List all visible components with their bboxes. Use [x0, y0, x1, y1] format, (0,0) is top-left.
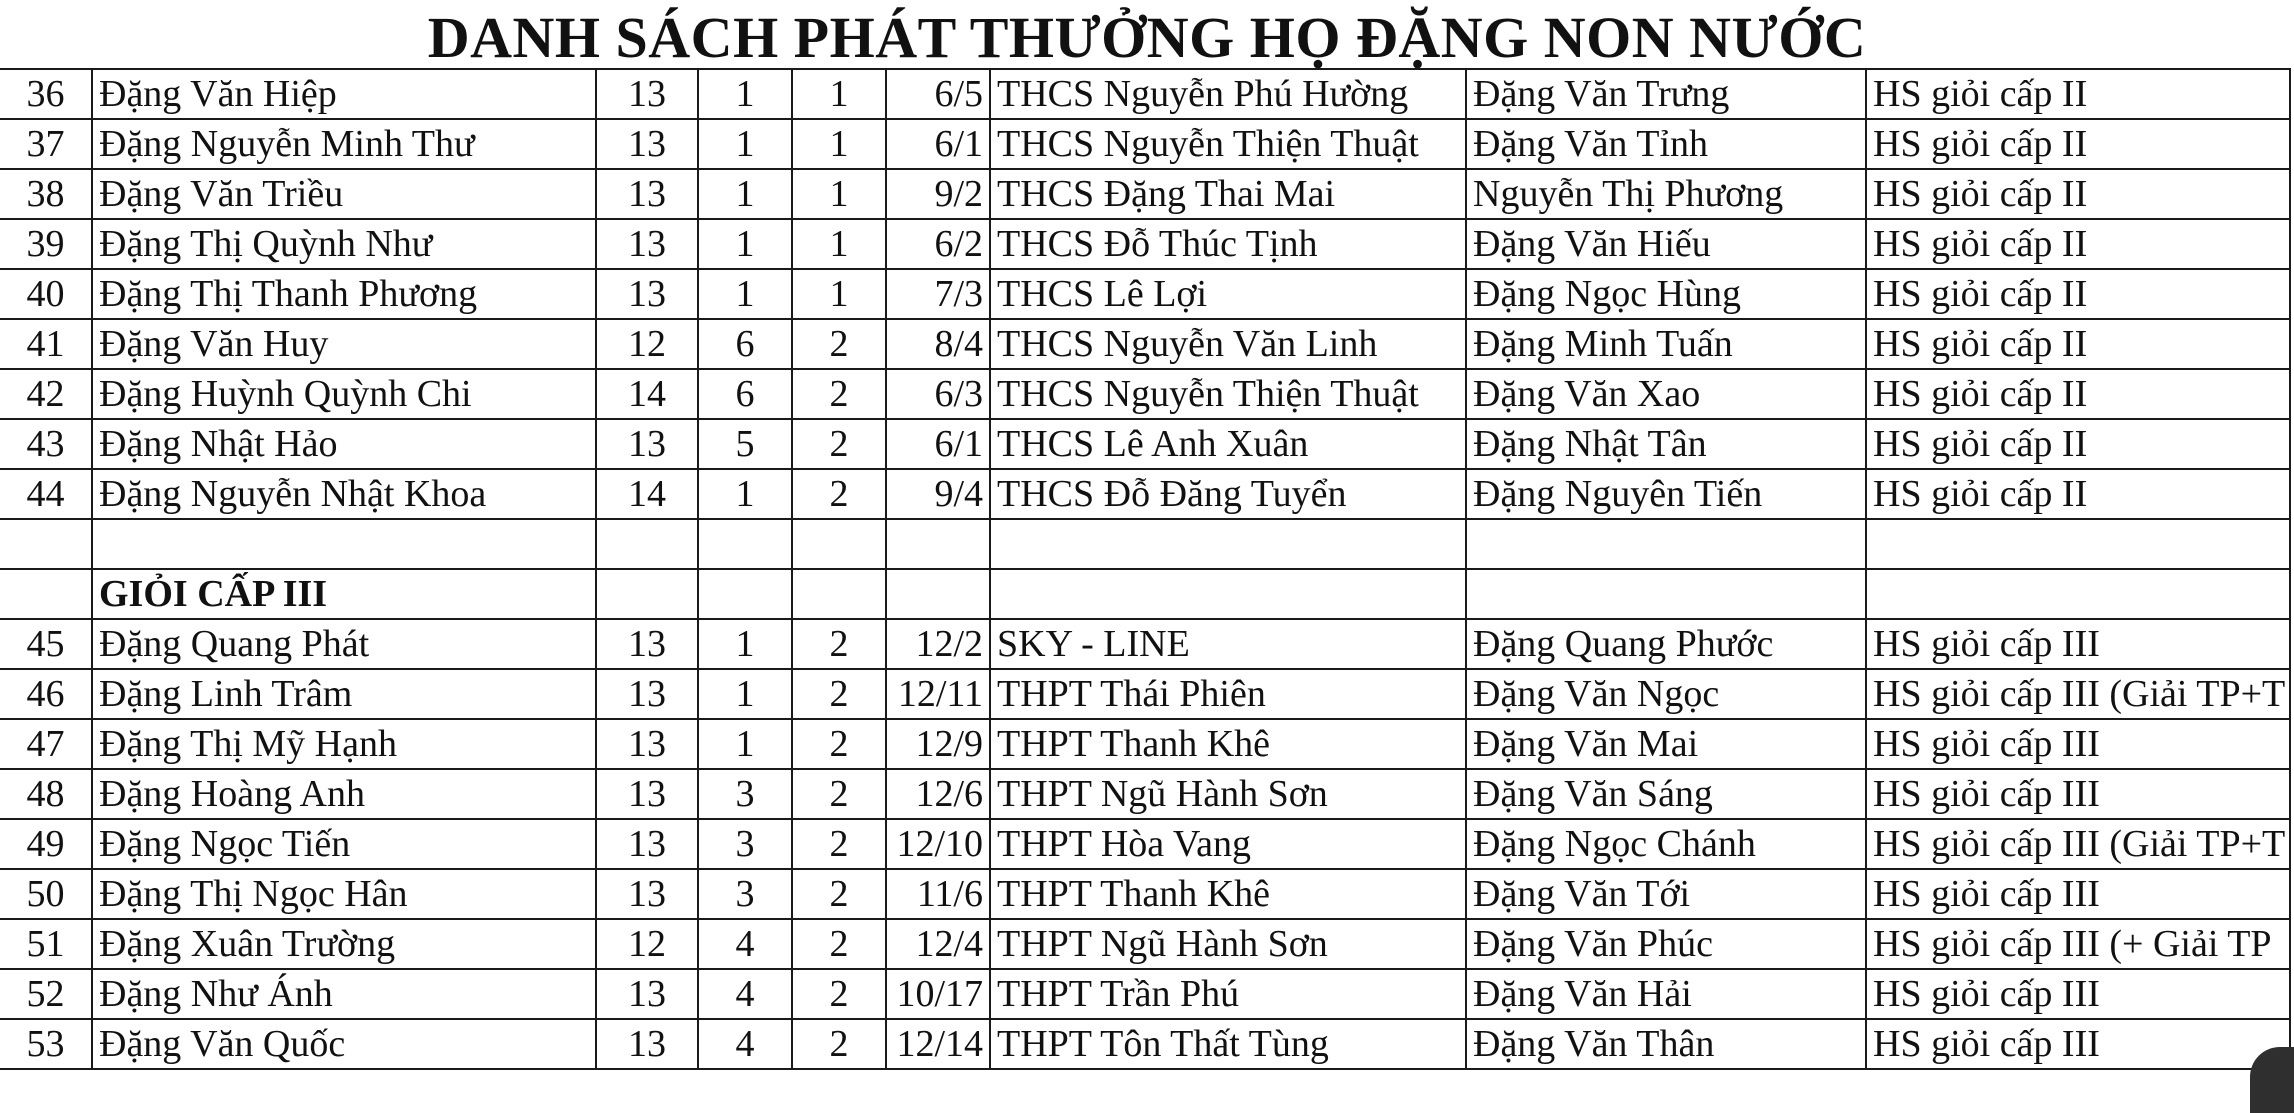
cell-stt: 44 [0, 469, 92, 519]
cell-stt: 36 [0, 69, 92, 119]
cell-col-5: 2 [792, 869, 886, 919]
cell-school: SKY - LINE [990, 619, 1466, 669]
cell-award: HS giỏi cấp II [1866, 169, 2290, 219]
cell-col-3: 13 [596, 69, 698, 119]
cell-col-5: 2 [792, 919, 886, 969]
cell-name: Đặng Nhật Hảo [92, 419, 596, 469]
cell-col-3: 13 [596, 969, 698, 1019]
cell-parent: Đặng Ngọc Hùng [1466, 269, 1866, 319]
cell-stt: 50 [0, 869, 92, 919]
cell-col-4: 1 [698, 269, 792, 319]
cell-col-3: 13 [596, 219, 698, 269]
cell-col-4: 1 [698, 219, 792, 269]
cell-school: THCS Đặng Thai Mai [990, 169, 1466, 219]
table-body [0, 69, 2290, 1069]
cell-name: Đặng Ngọc Tiến [92, 819, 596, 869]
cell-name: Đặng Nguyễn Minh Thư [92, 119, 596, 169]
award-table [0, 68, 2291, 1070]
cell-class: 6/5 [886, 69, 990, 119]
table-row [0, 769, 2290, 819]
cell-school: THCS Nguyễn Thiện Thuật [990, 119, 1466, 169]
cell-col-3: 13 [596, 669, 698, 719]
cell-name: Đặng Thị Quỳnh Như [92, 219, 596, 269]
cell-col-3: 12 [596, 919, 698, 969]
cell-class: 12/4 [886, 919, 990, 969]
cell-award: HS giỏi cấp II [1866, 219, 2290, 269]
cell-parent: Đặng Văn Hải [1466, 969, 1866, 1019]
cell-school: THCS Lê Lợi [990, 269, 1466, 319]
cell-col-3: 13 [596, 869, 698, 919]
cell-col-5 [792, 519, 886, 569]
cell-name: Đặng Thị Thanh Phương [92, 269, 596, 319]
cell-parent: Đặng Văn Phúc [1466, 919, 1866, 969]
cell-stt: 49 [0, 819, 92, 869]
cell-col-5: 1 [792, 219, 886, 269]
cell-col-3 [596, 519, 698, 569]
cell-award [1866, 569, 2290, 619]
cell-award: HS giỏi cấp III (Giải TP+T [1866, 819, 2290, 869]
cell-parent: Đặng Văn Hiếu [1466, 219, 1866, 269]
cell-parent: Đặng Văn Tới [1466, 869, 1866, 919]
cell-stt: 37 [0, 119, 92, 169]
cell-stt: 51 [0, 919, 92, 969]
table-row [0, 119, 2290, 169]
table-row [0, 219, 2290, 269]
cell-col-3: 14 [596, 369, 698, 419]
cell-name: Đặng Văn Huy [92, 319, 596, 369]
cell-award: HS giỏi cấp II [1866, 369, 2290, 419]
cell-col-3: 13 [596, 1019, 698, 1069]
cell-col-3: 13 [596, 169, 698, 219]
cell-class: 12/6 [886, 769, 990, 819]
cell-parent: Đặng Văn Ngọc [1466, 669, 1866, 719]
cell-class: 12/11 [886, 669, 990, 719]
cell-stt: 42 [0, 369, 92, 419]
table-row [0, 469, 2290, 519]
cell-col-3: 13 [596, 819, 698, 869]
cell-col-3: 14 [596, 469, 698, 519]
cell-stt [0, 569, 92, 619]
table-row [0, 419, 2290, 469]
cell-school: THCS Đỗ Đăng Tuyển [990, 469, 1466, 519]
cell-school: THPT Hòa Vang [990, 819, 1466, 869]
cell-class: 11/6 [886, 869, 990, 919]
cell-school: THPT Tôn Thất Tùng [990, 1019, 1466, 1069]
cell-class: 6/1 [886, 419, 990, 469]
award-table-container [0, 68, 2294, 1113]
cell-name: Đặng Văn Hiệp [92, 69, 596, 119]
cell-col-3: 13 [596, 269, 698, 319]
cell-col-3: 13 [596, 419, 698, 469]
cell-name: Đặng Huỳnh Quỳnh Chi [92, 369, 596, 419]
table-row [0, 319, 2290, 369]
cell-school: THPT Thanh Khê [990, 869, 1466, 919]
cell-award [1866, 519, 2290, 569]
cell-col-3 [596, 569, 698, 619]
cell-stt: 47 [0, 719, 92, 769]
cell-col-4: 4 [698, 919, 792, 969]
cell-class: 6/3 [886, 369, 990, 419]
cell-class: 10/17 [886, 969, 990, 1019]
cell-class [886, 569, 990, 619]
cell-col-4: 1 [698, 69, 792, 119]
table-row [0, 669, 2290, 719]
cell-class: 7/3 [886, 269, 990, 319]
table-row [0, 519, 2290, 569]
cell-award: HS giỏi cấp III [1866, 619, 2290, 669]
cell-school: THPT Thanh Khê [990, 719, 1466, 769]
cell-school [990, 519, 1466, 569]
cell-col-5: 2 [792, 1019, 886, 1069]
cell-award: HS giỏi cấp III (Giải TP+T [1866, 669, 2290, 719]
cell-award: HS giỏi cấp III [1866, 969, 2290, 1019]
cell-stt: 41 [0, 319, 92, 369]
cell-col-4: 1 [698, 619, 792, 669]
cell-name: Đặng Linh Trâm [92, 669, 596, 719]
cell-class [886, 519, 990, 569]
cell-col-3: 13 [596, 119, 698, 169]
cell-stt: 48 [0, 769, 92, 819]
cell-stt: 53 [0, 1019, 92, 1069]
cell-col-4 [698, 519, 792, 569]
cell-col-5: 1 [792, 169, 886, 219]
cell-parent: Đặng Văn Mai [1466, 719, 1866, 769]
cell-name: Đặng Như Ánh [92, 969, 596, 1019]
cell-col-4: 6 [698, 319, 792, 369]
cell-col-5: 2 [792, 969, 886, 1019]
table-row [0, 269, 2290, 319]
table-row [0, 819, 2290, 869]
cell-class: 9/2 [886, 169, 990, 219]
cell-school: THPT Ngũ Hành Sơn [990, 769, 1466, 819]
cell-parent: Đặng Minh Tuấn [1466, 319, 1866, 369]
cell-name: Đặng Thị Ngọc Hân [92, 869, 596, 919]
section-header-row [0, 569, 2290, 619]
cell-award: HS giỏi cấp III [1866, 1019, 2290, 1069]
cell-school: THCS Lê Anh Xuân [990, 419, 1466, 469]
cell-award: HS giỏi cấp II [1866, 419, 2290, 469]
cell-col-4: 1 [698, 669, 792, 719]
cell-col-5: 2 [792, 469, 886, 519]
cell-stt: 39 [0, 219, 92, 269]
cell-stt: 45 [0, 619, 92, 669]
table-row [0, 1019, 2290, 1069]
cell-col-4: 3 [698, 769, 792, 819]
cell-award: HS giỏi cấp II [1866, 319, 2290, 369]
cell-col-3: 13 [596, 619, 698, 669]
cell-col-4: 3 [698, 819, 792, 869]
cell-parent: Đặng Văn Sáng [1466, 769, 1866, 819]
cell-school: THPT Thái Phiên [990, 669, 1466, 719]
cell-parent [1466, 519, 1866, 569]
table-row [0, 919, 2290, 969]
cell-award: HS giỏi cấp III [1866, 769, 2290, 819]
table-row [0, 619, 2290, 669]
cell-col-5 [792, 569, 886, 619]
cell-award: HS giỏi cấp III [1866, 869, 2290, 919]
cell-col-4: 4 [698, 1019, 792, 1069]
cell-school: THPT Ngũ Hành Sơn [990, 919, 1466, 969]
cell-col-5: 1 [792, 69, 886, 119]
cell-stt: 43 [0, 419, 92, 469]
cell-school: THCS Nguyễn Phú Hường [990, 69, 1466, 119]
cell-parent: Đặng Văn Thân [1466, 1019, 1866, 1069]
cell-col-3: 12 [596, 319, 698, 369]
cell-name: Đặng Thị Mỹ Hạnh [92, 719, 596, 769]
cell-col-5: 2 [792, 619, 886, 669]
cell-col-5: 2 [792, 719, 886, 769]
cell-class: 12/10 [886, 819, 990, 869]
cell-class: 12/2 [886, 619, 990, 669]
cell-col-4: 1 [698, 719, 792, 769]
cell-name: Đặng Văn Triều [92, 169, 596, 219]
cell-parent: Đặng Nguyên Tiến [1466, 469, 1866, 519]
cell-col-5: 2 [792, 669, 886, 719]
cell-name: Đặng Xuân Trường [92, 919, 596, 969]
cell-class: 9/4 [886, 469, 990, 519]
cell-col-5: 2 [792, 419, 886, 469]
cell-col-4: 1 [698, 469, 792, 519]
cell-name: Đặng Quang Phát [92, 619, 596, 669]
cell-parent: Đặng Ngọc Chánh [1466, 819, 1866, 869]
cell-stt: 52 [0, 969, 92, 1019]
cell-col-5: 1 [792, 119, 886, 169]
cell-stt [0, 519, 92, 569]
cell-class: 6/1 [886, 119, 990, 169]
cell-parent: Đặng Văn Tỉnh [1466, 119, 1866, 169]
cell-col-5: 1 [792, 269, 886, 319]
cell-col-4 [698, 569, 792, 619]
table-row [0, 719, 2290, 769]
cell-award: HS giỏi cấp II [1866, 119, 2290, 169]
cell-parent [1466, 569, 1866, 619]
cell-school [990, 569, 1466, 619]
cell-stt: 40 [0, 269, 92, 319]
table-row [0, 69, 2290, 119]
cell-col-4: 4 [698, 969, 792, 1019]
cell-col-5: 2 [792, 819, 886, 869]
cell-school: THCS Đỗ Thúc Tịnh [990, 219, 1466, 269]
cell-school: THPT Trần Phú [990, 969, 1466, 1019]
cell-col-4: 6 [698, 369, 792, 419]
cell-school: THCS Nguyễn Thiện Thuật [990, 369, 1466, 419]
cell-col-5: 2 [792, 369, 886, 419]
cell-col-4: 5 [698, 419, 792, 469]
cell-class: 6/2 [886, 219, 990, 269]
cell-parent: Đặng Văn Trưng [1466, 69, 1866, 119]
cell-name: Đặng Hoàng Anh [92, 769, 596, 819]
cell-award: HS giỏi cấp II [1866, 269, 2290, 319]
cell-col-4: 1 [698, 119, 792, 169]
table-row [0, 169, 2290, 219]
cell-col-3: 13 [596, 769, 698, 819]
cell-name: Đặng Nguyễn Nhật Khoa [92, 469, 596, 519]
cell-col-5: 2 [792, 769, 886, 819]
cell-name: GIỎI CẤP III [92, 569, 596, 619]
cell-name: Đặng Văn Quốc [92, 1019, 596, 1069]
cell-award: HS giỏi cấp III (+ Giải TP [1866, 919, 2290, 969]
cell-award: HS giỏi cấp III [1866, 719, 2290, 769]
table-row [0, 869, 2290, 919]
cell-parent: Đặng Quang Phước [1466, 619, 1866, 669]
cell-class: 12/9 [886, 719, 990, 769]
corner-decoration [2250, 1047, 2294, 1113]
cell-stt: 38 [0, 169, 92, 219]
cell-class: 12/14 [886, 1019, 990, 1069]
cell-parent: Đặng Văn Xao [1466, 369, 1866, 419]
cell-class: 8/4 [886, 319, 990, 369]
cell-school: THCS Nguyễn Văn Linh [990, 319, 1466, 369]
cell-award: HS giỏi cấp II [1866, 69, 2290, 119]
cell-parent: Nguyễn Thị Phương [1466, 169, 1866, 219]
cell-name [92, 519, 596, 569]
document-title: DANH SÁCH PHÁT THƯỞNG HỌ ĐẶNG NON NƯỚC [427, 5, 1867, 70]
cell-col-4: 1 [698, 169, 792, 219]
cell-col-4: 3 [698, 869, 792, 919]
cell-stt: 46 [0, 669, 92, 719]
cell-col-5: 2 [792, 319, 886, 369]
cell-col-3: 13 [596, 719, 698, 769]
table-row [0, 969, 2290, 1019]
cell-parent: Đặng Nhật Tân [1466, 419, 1866, 469]
table-row [0, 369, 2290, 419]
cell-award: HS giỏi cấp II [1866, 469, 2290, 519]
